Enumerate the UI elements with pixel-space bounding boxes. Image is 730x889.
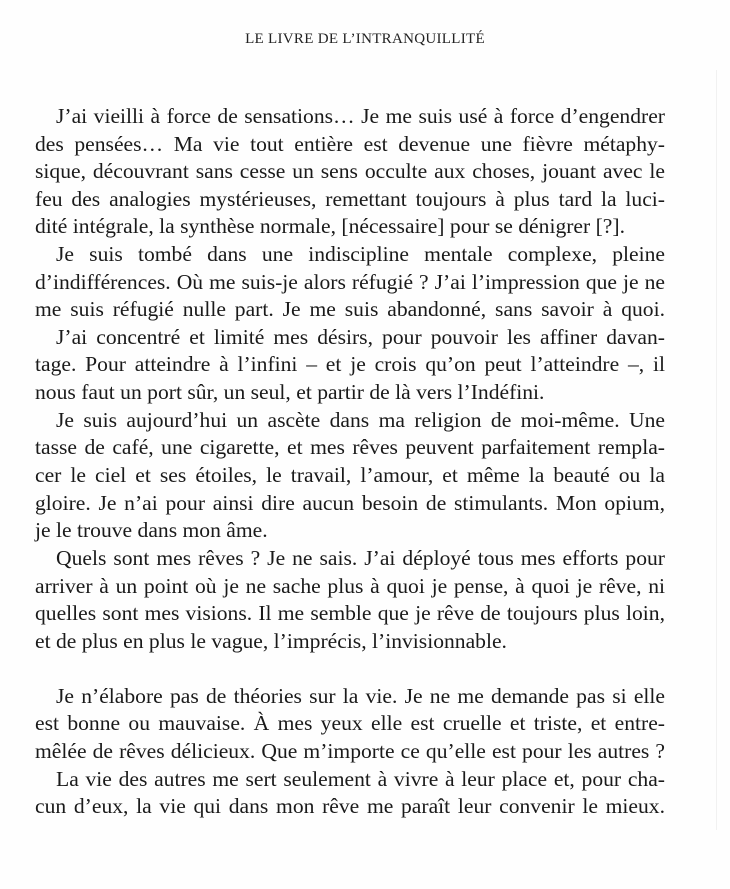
text-line: Je suis aujourd’hui un ascète dans ma religion de moi-même. Une <box>56 408 665 432</box>
text-line: Quels sont mes rêves ? Je ne sais. J’ai déployé tous mes efforts pour <box>56 546 665 570</box>
text-line: tasse de café, une cigarette, et mes rêves peuvent parfaitement rempla- <box>35 435 665 459</box>
text-line: et de plus en plus le vague, l’imprécis, l’invisionnable. <box>35 629 507 653</box>
text-line: est bonne ou mauvaise. À mes yeux elle est cruelle et triste, et entre- <box>35 711 665 735</box>
text-line: J’ai vieilli à force de sensations… Je me suis usé à force d’engendrer <box>56 104 665 128</box>
text-line: Je n’élabore pas de théories sur la vie. Je ne me demande pas si elle <box>56 684 665 708</box>
text-line: sique, découvrant sans cesse un sens occulte aux choses, jouant avec le <box>35 159 665 183</box>
text-line: des pensées… Ma vie tout entière est devenue une fièvre métaphy- <box>35 132 665 156</box>
text-line: mêlée de rêves délicieux. Que m’importe ce qu’elle est pour les autres ? <box>35 739 665 763</box>
text-line: J’ai concentré et limité mes désirs, pour pouvoir les affiner davan- <box>56 325 665 349</box>
page-edge-shadow <box>716 70 717 830</box>
text-line: Je suis tombé dans une indiscipline mentale complexe, pleine <box>56 242 665 266</box>
running-head: LE LIVRE DE L’INTRANQUILLITÉ <box>245 31 485 47</box>
text-line: dité intégrale, la synthèse normale, [nécessaire] pour se dénigrer [?]. <box>35 214 625 238</box>
text-line: cun d’eux, la vie qui dans mon rêve me paraît leur convenir le mieux. <box>35 794 665 818</box>
text-line: arriver à un point où je ne sache plus à quoi je pense, à quoi je rêve, ni <box>35 574 665 598</box>
text-line: d’indifférences. Où me suis-je alors réfugié ? J’ai l’impression que je ne <box>35 270 665 294</box>
text-line: me suis réfugié nulle part. Je me suis abandonné, sans savoir à quoi. <box>35 297 665 321</box>
text-line: je le trouve dans mon âme. <box>35 518 268 542</box>
text-line: feu des analogies mystérieuses, remettant toujours à plus tard la luci- <box>35 187 665 211</box>
text-line: quelles sont mes visions. Il me semble que je rêve de toujours plus loin, <box>35 601 665 625</box>
text-line: gloire. Je n’ai pour ainsi dire aucun besoin de stimulants. Mon opium, <box>35 491 665 515</box>
text-line: La vie des autres me sert seulement à vivre à leur place et, pour cha- <box>56 767 665 791</box>
text-line: nous faut un port sûr, un seul, et partir de là vers l’Indéfini. <box>35 380 545 404</box>
text-line: cer le ciel et ses étoiles, le travail, l’amour, et même la beauté ou la <box>35 463 665 487</box>
text-line: tage. Pour atteindre à l’infini – et je crois qu’on peut l’atteindre –, il <box>35 352 665 376</box>
